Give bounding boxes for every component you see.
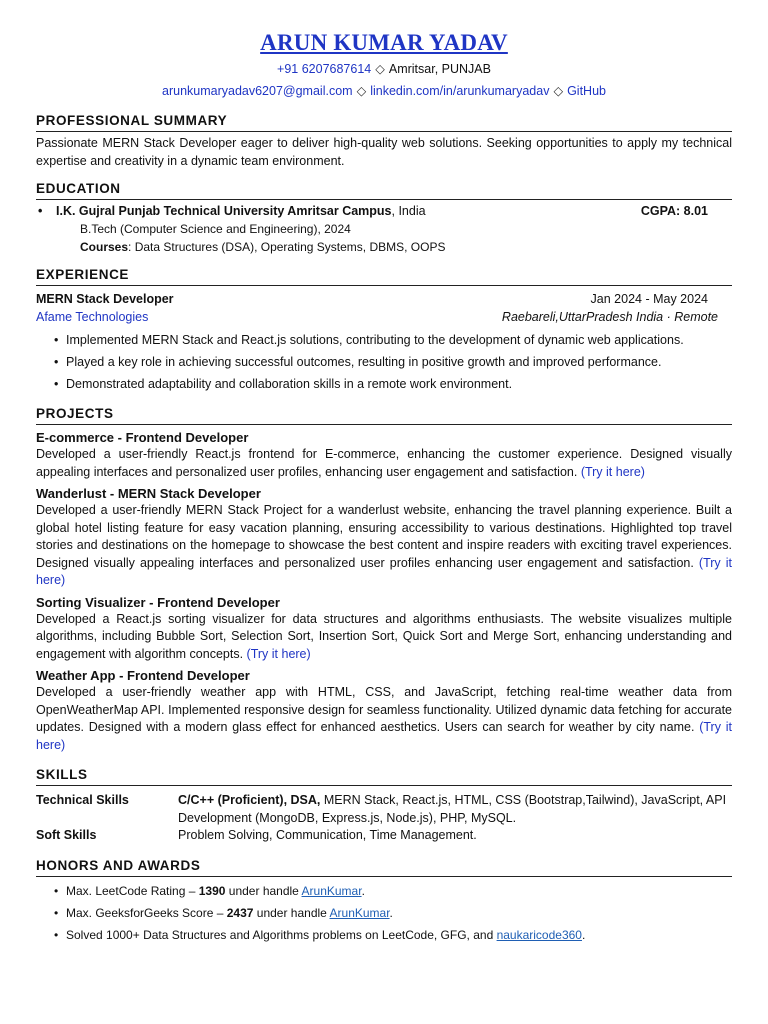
honor-text: . [361, 883, 365, 898]
project-weather-app [36, 667, 732, 754]
project-ecommerce [36, 429, 732, 481]
soft-skills-value: Problem Solving, Communication, Time Management. [178, 828, 477, 842]
github-link[interactable]: GitHub [567, 84, 606, 98]
job-role: MERN Stack Developer [36, 292, 174, 306]
school-country: , India [391, 204, 426, 218]
experience-heading: EXPERIENCE [36, 266, 732, 286]
experience-section [36, 266, 732, 395]
experience-company-row [36, 308, 732, 326]
technical-skills-rest: MERN Stack, React.js, HTML, CSS (Bootstrap,Tailwind), JavaScript, API Development (MongoDB, Express.js, Node.js), PHP, MySQL. [178, 793, 727, 825]
try-it-link[interactable]: (Try it here) [580, 464, 645, 479]
honor-text: under handle [253, 905, 330, 920]
project-text: Developed a user-friendly React.js frontend for E-commerce, enhancing the customer experience. Designed visually appealing interfaces and personalized user profiles, enhancing user engagement and satisfaction. [36, 447, 732, 479]
list-item: • Demonstrated adaptability and collaboration skills in a remote work environment. [54, 373, 732, 395]
experience-bullets [36, 329, 732, 395]
honor-text: Max. GeeksforGeeks Score – [66, 905, 227, 920]
leetcode-handle-link[interactable]: ArunKumar [301, 883, 362, 898]
project-text: Developed a user-friendly weather app with HTML, CSS, and JavaScript, fetching real-time weather data from OpenWeatherMap API. Implemented responsive design for seamless functionality. Utilized dynamic data fetching for accurate updates. Designed with a modern glass effect for enhanced aesthetics. Users can search for weather by city name. [36, 685, 732, 734]
experience-role-row [36, 290, 732, 308]
contact-line-1 [36, 58, 732, 80]
list-item: • Implemented MERN Stack and React.js solutions, contributing to the development of dynamic web applications. [54, 329, 732, 351]
contact-line-2 [36, 80, 732, 102]
project-wanderlust [36, 485, 732, 590]
honor-value: 2437 [226, 905, 254, 920]
job-location: Raebareli,UttarPradesh India · Remote [501, 310, 718, 324]
honors-section [36, 857, 732, 946]
phone-link[interactable]: +91 6207687614 [277, 62, 372, 76]
project-title: Weather App - Frontend Developer [36, 668, 250, 683]
school-name: I.K. Gujral Punjab Technical University Amritsar Campus [56, 204, 392, 218]
gfg-handle-link[interactable]: ArunKumar [329, 905, 390, 920]
email-link[interactable]: arunkumaryadav6207@gmail.com [162, 84, 353, 98]
education-heading: EDUCATION [36, 180, 732, 200]
candidate-name: ARUN KUMAR YADAV [260, 30, 508, 55]
summary-section [36, 112, 732, 170]
list-item [54, 924, 732, 946]
list-item [54, 880, 732, 902]
projects-heading: PROJECTS [36, 405, 732, 425]
courses-list: : Data Structures (DSA), Operating Systems, DBMS, OOPS [128, 240, 446, 254]
bullet-icon: • [38, 204, 43, 218]
honor-text: under handle [225, 883, 302, 898]
company-name[interactable]: Afame Technologies [36, 310, 149, 324]
naukaricode-link[interactable]: naukaricode360 [496, 927, 582, 942]
try-it-link[interactable]: (Try it here) [246, 646, 311, 661]
diamond-separator-icon: ◇ [356, 84, 367, 98]
degree-text: B.Tech (Computer Science and Engineering), 2024 [80, 222, 351, 236]
skills-section [36, 766, 732, 845]
resume-header [36, 28, 732, 102]
honors-list [36, 880, 732, 946]
honor-text: Max. LeetCode Rating – [66, 883, 199, 898]
project-sorting-visualizer [36, 594, 732, 664]
location-text: Amritsar, PUNJAB [388, 62, 491, 76]
projects-section [36, 405, 732, 754]
linkedin-link[interactable]: linkedin.com/in/arunkumaryadav [370, 84, 550, 98]
technical-skills-row [36, 792, 732, 827]
summary-heading: PROFESSIONAL SUMMARY [36, 112, 732, 132]
project-description [36, 684, 732, 754]
project-text: Developed a user-friendly MERN Stack Project for a wanderlust website, enhancing the travel planning experience. Built a global hotel listing feature for easy vacation planning, ensuring accessibility to various destinations. Highlighted top travel stories and destinations on the homepage to showcase the best content and inspire readers with exciting travel experiences. Designed visually appealing interfaces and personalized user profiles enhancing user engagement and satisfaction. [36, 503, 732, 570]
technical-skills-value [178, 792, 732, 827]
cgpa: CGPA: 8.01 [640, 204, 708, 218]
project-title: Wanderlust - MERN Stack Developer [36, 486, 261, 501]
soft-skills-row [36, 827, 732, 845]
diamond-separator-icon: ◇ [375, 62, 385, 76]
list-item: • Played a key role in achieving successful outcomes, resulting in positive growth and improved performance. [54, 351, 732, 373]
list-item [54, 902, 732, 924]
project-title: E-commerce - Frontend Developer [36, 430, 249, 445]
project-title: Sorting Visualizer - Frontend Developer [36, 594, 280, 610]
try-it-link[interactable]: (Try it here) [36, 720, 732, 752]
honor-text: . [389, 905, 393, 920]
technical-skills-label: Technical Skills [36, 793, 129, 807]
skills-heading: SKILLS [36, 766, 732, 786]
project-text: Developed a React.js sorting visualizer for data structures and algorithms enthusiasts. The website visualizes multiple algorithms, including Bubble Sort, Selection Sort, Insertion Sort, Quick Sort and Merge Sort, enhancing understanding and engagement with algorithm concepts. [36, 611, 732, 661]
try-it-link[interactable]: (Try it here) [36, 555, 732, 587]
technical-skills-bold: C/C++ (Proficient), DSA, [178, 793, 321, 807]
diamond-separator-icon: ◇ [553, 84, 564, 98]
project-description [36, 611, 732, 664]
honor-text: Solved 1000+ Data Structures and Algorithms problems on LeetCode, GFG, and [66, 927, 497, 942]
project-description [36, 502, 732, 590]
project-description [36, 446, 732, 481]
honors-heading: HONORS AND AWARDS [36, 857, 732, 877]
job-dates: Jan 2024 - May 2024 [590, 292, 708, 306]
soft-skills-label: Soft Skills [36, 828, 97, 842]
education-section [36, 180, 732, 256]
summary-text: Passionate MERN Stack Developer eager to deliver high-quality web solutions. Seeking opportunities to apply my technical expertise and creativity in a dynamic team environment. [36, 136, 732, 168]
courses-line [36, 238, 732, 256]
honor-text: . [581, 927, 586, 942]
education-entry [36, 202, 732, 220]
courses-label: Courses [80, 240, 129, 254]
honor-value: 1390 [198, 883, 226, 898]
